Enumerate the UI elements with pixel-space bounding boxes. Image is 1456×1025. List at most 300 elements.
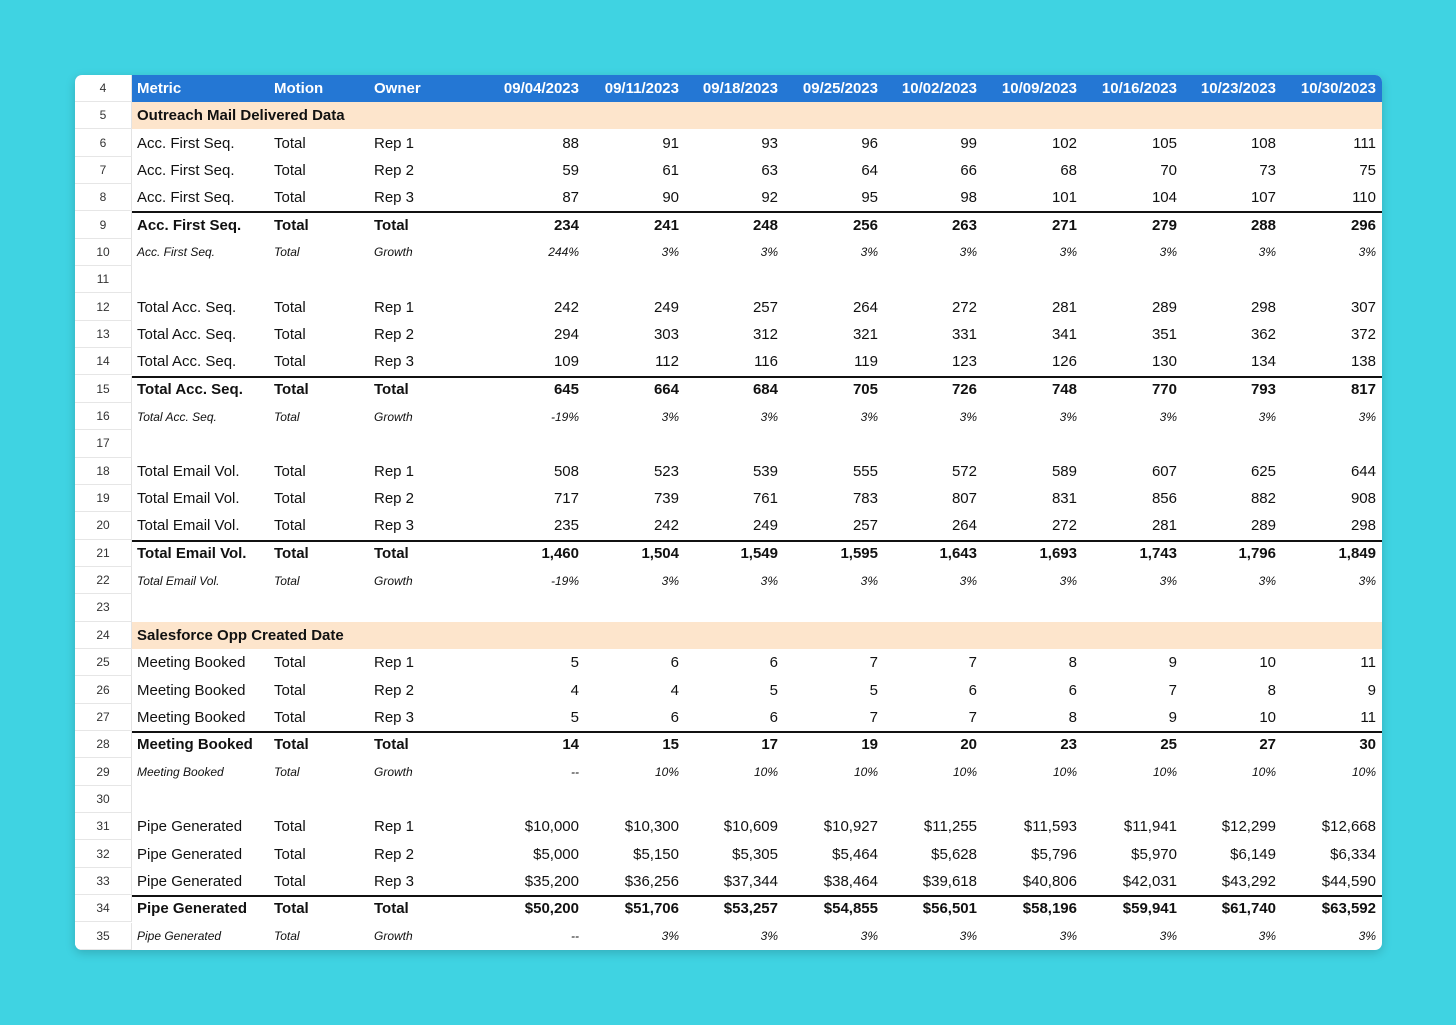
cell-owner[interactable]: Rep 2 [374, 161, 415, 179]
cell-value[interactable]: 138 [1350, 353, 1376, 371]
cell-value[interactable]: 20 [960, 736, 977, 754]
row-number[interactable]: 29 [75, 758, 132, 785]
cell-value[interactable]: $44,590 [1321, 872, 1376, 890]
cell-value[interactable]: 726 [951, 380, 977, 398]
cell-value[interactable]: 3% [661, 929, 679, 944]
cell-owner[interactable]: Total [374, 544, 409, 562]
cell-value[interactable]: 831 [1051, 490, 1077, 508]
cell-motion[interactable]: Total [274, 872, 306, 890]
cell-value[interactable]: 298 [1350, 517, 1376, 535]
cell-value[interactable]: 307 [1350, 298, 1376, 316]
cell-value[interactable]: 6 [670, 654, 679, 672]
cell-value[interactable]: $36,256 [624, 872, 679, 890]
cell-owner[interactable]: Growth [374, 573, 413, 588]
cell-value[interactable]: $56,501 [922, 900, 977, 918]
cell-value[interactable]: 793 [1250, 380, 1276, 398]
cell-value[interactable]: 3% [860, 929, 878, 944]
cell-value[interactable]: $6,334 [1330, 845, 1376, 863]
cell-metric[interactable]: Meeting Booked [137, 708, 246, 726]
cell-value[interactable]: 271 [1051, 216, 1077, 234]
cell-value[interactable]: 10% [1251, 765, 1276, 780]
cell-value[interactable]: 705 [852, 380, 878, 398]
cell-metric[interactable]: Total Acc. Seq. [137, 325, 237, 343]
cell-value[interactable]: 3% [661, 573, 679, 588]
row-number[interactable]: 31 [75, 813, 132, 840]
cell-motion[interactable]: Total [274, 325, 306, 343]
cell-value[interactable]: 7 [1168, 681, 1177, 699]
header-metric[interactable]: Metric [137, 80, 182, 97]
cell-value[interactable]: -19% [550, 409, 579, 424]
row-number[interactable]: 4 [75, 75, 132, 102]
cell-value[interactable]: 298 [1250, 298, 1276, 316]
cell-value[interactable]: 3% [1159, 409, 1177, 424]
cell-value[interactable]: 4 [570, 681, 579, 699]
cell-value[interactable]: 19 [861, 736, 878, 754]
cell-value[interactable]: $10,300 [624, 818, 679, 836]
cell-value[interactable]: 3% [1358, 409, 1376, 424]
row-number[interactable]: 35 [75, 923, 132, 950]
cell-value[interactable]: 10% [1152, 765, 1177, 780]
cell-value[interactable]: 9 [1168, 708, 1177, 726]
cell-owner[interactable]: Growth [374, 245, 413, 260]
cell-value[interactable]: 264 [852, 298, 878, 316]
cell-motion[interactable]: Total [274, 818, 306, 836]
cell-value[interactable]: $58,196 [1022, 900, 1077, 918]
cell-value[interactable]: 249 [752, 517, 778, 535]
cell-value[interactable]: $12,299 [1221, 818, 1276, 836]
cell-value[interactable]: 98 [960, 189, 977, 207]
row-number[interactable]: 7 [75, 157, 132, 184]
cell-value[interactable]: 264 [951, 517, 977, 535]
cell-value[interactable]: 807 [951, 490, 977, 508]
cell-motion[interactable]: Total [274, 216, 309, 234]
cell-owner[interactable]: Rep 1 [374, 654, 415, 672]
row-number[interactable]: 17 [75, 430, 132, 457]
cell-owner[interactable]: Rep 3 [374, 189, 415, 207]
cell-value[interactable]: 102 [1051, 134, 1077, 152]
cell-motion[interactable]: Total [274, 544, 309, 562]
row-number[interactable]: 32 [75, 840, 132, 867]
cell-value[interactable]: 664 [653, 380, 679, 398]
cell-metric[interactable]: Meeting Booked [137, 681, 246, 699]
cell-value[interactable]: 257 [752, 298, 778, 316]
cell-owner[interactable]: Growth [374, 929, 413, 944]
cell-value[interactable]: 11 [1360, 708, 1376, 726]
row-number[interactable]: 27 [75, 704, 132, 731]
cell-owner[interactable]: Rep 1 [374, 134, 415, 152]
cell-metric[interactable]: Acc. First Seq. [137, 245, 216, 260]
cell-owner[interactable]: Rep 1 [374, 818, 415, 836]
cell-motion[interactable]: Total [274, 736, 309, 754]
row-number[interactable]: 8 [75, 184, 132, 211]
cell-value[interactable]: $43,292 [1221, 872, 1276, 890]
cell-value[interactable]: 112 [655, 353, 679, 371]
cell-value[interactable]: 3% [1159, 245, 1177, 260]
cell-value[interactable]: 108 [1250, 134, 1276, 152]
cell-value[interactable]: $59,941 [1122, 900, 1177, 918]
cell-metric[interactable]: Meeting Booked [137, 765, 224, 780]
header-date[interactable]: 09/25/2023 [802, 80, 878, 97]
cell-value[interactable]: 10 [1259, 708, 1276, 726]
cell-value[interactable]: 95 [861, 189, 878, 207]
row-number[interactable]: 9 [75, 211, 132, 238]
cell-motion[interactable]: Total [274, 900, 309, 918]
cell-value[interactable]: 1,743 [1139, 544, 1177, 562]
cell-value[interactable]: 3% [1059, 245, 1077, 260]
cell-value[interactable]: 64 [861, 161, 878, 179]
header-date[interactable]: 09/18/2023 [702, 80, 778, 97]
cell-value[interactable]: 257 [852, 517, 878, 535]
row-number[interactable]: 16 [75, 403, 132, 430]
cell-value[interactable]: 572 [951, 462, 977, 480]
cell-value[interactable]: 91 [662, 134, 679, 152]
cell-value[interactable]: 1,504 [641, 544, 679, 562]
cell-value[interactable]: -19% [550, 573, 579, 588]
cell-value[interactable]: 856 [1151, 490, 1177, 508]
cell-value[interactable]: 59 [562, 161, 579, 179]
cell-value[interactable]: 281 [1151, 517, 1177, 535]
cell-value[interactable]: 4 [670, 681, 679, 699]
cell-value[interactable]: 5 [869, 681, 878, 699]
cell-metric[interactable]: Total Email Vol. [137, 517, 240, 535]
cell-value[interactable]: 248 [752, 216, 778, 234]
header-date[interactable]: 10/16/2023 [1101, 80, 1177, 97]
cell-value[interactable]: 882 [1250, 490, 1276, 508]
cell-value[interactable]: $61,740 [1221, 900, 1276, 918]
cell-owner[interactable]: Total [374, 900, 409, 918]
cell-motion[interactable]: Total [274, 245, 300, 260]
cell-value[interactable]: 10% [952, 765, 977, 780]
cell-value[interactable]: 10% [753, 765, 778, 780]
cell-value[interactable]: 17 [761, 736, 778, 754]
cell-motion[interactable]: Total [274, 409, 300, 424]
cell-motion[interactable]: Total [274, 845, 306, 863]
cell-motion[interactable]: Total [274, 353, 306, 371]
cell-value[interactable]: 104 [1151, 189, 1177, 207]
cell-value[interactable]: -- [571, 765, 579, 780]
cell-value[interactable]: 7 [968, 708, 977, 726]
cell-value[interactable]: 817 [1350, 380, 1376, 398]
cell-metric[interactable]: Meeting Booked [137, 736, 253, 754]
cell-value[interactable]: 70 [1160, 161, 1177, 179]
cell-value[interactable]: 3% [760, 245, 778, 260]
cell-value[interactable]: 589 [1051, 462, 1077, 480]
cell-value[interactable]: 5 [570, 708, 579, 726]
cell-value[interactable]: 241 [653, 216, 679, 234]
header-motion[interactable]: Motion [274, 80, 324, 97]
cell-value[interactable]: 105 [1151, 134, 1177, 152]
cell-value[interactable]: $12,668 [1321, 818, 1376, 836]
cell-value[interactable]: 3% [1258, 245, 1276, 260]
section-title[interactable]: Salesforce Opp Created Date [137, 626, 344, 644]
cell-metric[interactable]: Meeting Booked [137, 654, 246, 672]
cell-motion[interactable]: Total [274, 654, 306, 672]
cell-value[interactable]: 1,693 [1039, 544, 1077, 562]
row-number[interactable]: 33 [75, 868, 132, 895]
cell-value[interactable]: 272 [951, 298, 977, 316]
cell-value[interactable]: $5,150 [633, 845, 679, 863]
cell-value[interactable]: 3% [760, 409, 778, 424]
cell-value[interactable]: $37,344 [723, 872, 778, 890]
cell-value[interactable]: 770 [1151, 380, 1177, 398]
cell-value[interactable]: 107 [1250, 189, 1276, 207]
cell-value[interactable]: 3% [760, 573, 778, 588]
cell-value[interactable]: 249 [653, 298, 679, 316]
cell-value[interactable]: 111 [1353, 134, 1376, 152]
cell-owner[interactable]: Rep 2 [374, 490, 415, 508]
cell-metric[interactable]: Total Acc. Seq. [137, 409, 217, 424]
row-number[interactable]: 11 [75, 266, 132, 293]
row-number[interactable]: 19 [75, 485, 132, 512]
cell-value[interactable]: 3% [1258, 573, 1276, 588]
cell-value[interactable]: 25 [1160, 736, 1177, 754]
cell-metric[interactable]: Total Acc. Seq. [137, 353, 237, 371]
row-number[interactable]: 10 [75, 239, 132, 266]
cell-metric[interactable]: Total Acc. Seq. [137, 380, 243, 398]
cell-value[interactable]: 10 [1259, 654, 1276, 672]
cell-motion[interactable]: Total [274, 298, 306, 316]
cell-value[interactable]: 294 [553, 325, 579, 343]
header-date[interactable]: 10/30/2023 [1300, 80, 1376, 97]
cell-owner[interactable]: Total [374, 380, 409, 398]
cell-value[interactable]: 321 [852, 325, 878, 343]
cell-value[interactable]: 331 [951, 325, 977, 343]
cell-value[interactable]: 783 [852, 490, 878, 508]
cell-value[interactable]: 235 [553, 517, 579, 535]
cell-value[interactable]: 134 [1250, 353, 1276, 371]
cell-owner[interactable]: Total [374, 216, 409, 234]
cell-value[interactable]: 92 [761, 189, 778, 207]
cell-owner[interactable]: Total [374, 736, 409, 754]
cell-value[interactable]: 3% [1059, 409, 1077, 424]
cell-value[interactable]: 99 [960, 134, 977, 152]
row-number[interactable]: 18 [75, 458, 132, 485]
cell-value[interactable]: 27 [1259, 736, 1276, 754]
cell-value[interactable]: 3% [860, 573, 878, 588]
cell-value[interactable]: 7 [869, 708, 878, 726]
cell-owner[interactable]: Rep 3 [374, 872, 415, 890]
cell-value[interactable]: $53,257 [723, 900, 778, 918]
cell-value[interactable]: 6 [670, 708, 679, 726]
cell-value[interactable]: 748 [1051, 380, 1077, 398]
cell-value[interactable]: $5,464 [832, 845, 878, 863]
cell-value[interactable]: 242 [653, 517, 679, 535]
cell-value[interactable]: 644 [1350, 462, 1376, 480]
cell-motion[interactable]: Total [274, 161, 306, 179]
row-number[interactable]: 23 [75, 594, 132, 621]
cell-value[interactable]: 272 [1051, 517, 1077, 535]
header-date[interactable]: 10/23/2023 [1200, 80, 1276, 97]
cell-value[interactable]: 6 [1068, 681, 1077, 699]
cell-metric[interactable]: Total Email Vol. [137, 573, 220, 588]
cell-motion[interactable]: Total [274, 134, 306, 152]
cell-value[interactable]: 351 [1151, 325, 1177, 343]
cell-value[interactable]: 3% [1159, 929, 1177, 944]
cell-value[interactable]: 256 [852, 216, 878, 234]
cell-value[interactable]: 263 [951, 216, 977, 234]
cell-owner[interactable]: Rep 1 [374, 462, 415, 480]
cell-motion[interactable]: Total [274, 189, 306, 207]
cell-metric[interactable]: Pipe Generated [137, 845, 243, 863]
cell-value[interactable]: $5,970 [1131, 845, 1177, 863]
cell-value[interactable]: $11,255 [923, 818, 977, 836]
cell-value[interactable]: $51,706 [624, 900, 679, 918]
cell-value[interactable]: 242 [553, 298, 579, 316]
cell-owner[interactable]: Rep 2 [374, 681, 415, 699]
cell-value[interactable]: 1,549 [740, 544, 778, 562]
cell-value[interactable]: 3% [1358, 929, 1376, 944]
cell-motion[interactable]: Total [274, 573, 300, 588]
cell-value[interactable]: $54,855 [823, 900, 878, 918]
cell-motion[interactable]: Total [274, 681, 306, 699]
cell-value[interactable]: 244% [548, 245, 579, 260]
cell-value[interactable]: 14 [562, 736, 579, 754]
cell-value[interactable]: 10% [853, 765, 878, 780]
cell-metric[interactable]: Total Email Vol. [137, 490, 240, 508]
cell-value[interactable]: 3% [959, 409, 977, 424]
cell-value[interactable]: 87 [562, 189, 579, 207]
cell-owner[interactable]: Rep 2 [374, 325, 415, 343]
cell-value[interactable]: 684 [752, 380, 778, 398]
cell-value[interactable]: 607 [1151, 462, 1177, 480]
cell-value[interactable]: 7 [968, 654, 977, 672]
cell-value[interactable]: 289 [1250, 517, 1276, 535]
cell-owner[interactable]: Rep 2 [374, 845, 415, 863]
cell-value[interactable]: 289 [1151, 298, 1177, 316]
cell-value[interactable]: 63 [761, 161, 778, 179]
cell-value[interactable]: 3% [661, 409, 679, 424]
cell-value[interactable]: $39,618 [922, 872, 977, 890]
cell-value[interactable]: 3% [860, 409, 878, 424]
cell-value[interactable]: 3% [661, 245, 679, 260]
cell-metric[interactable]: Acc. First Seq. [137, 189, 235, 207]
cell-value[interactable]: 66 [960, 161, 977, 179]
cell-value[interactable]: 8 [1267, 681, 1276, 699]
row-number[interactable]: 14 [75, 348, 132, 375]
row-number[interactable]: 12 [75, 293, 132, 320]
row-number[interactable]: 5 [75, 102, 132, 129]
cell-value[interactable]: 312 [752, 325, 778, 343]
cell-value[interactable]: 625 [1250, 462, 1276, 480]
cell-value[interactable]: 7 [869, 654, 878, 672]
row-number[interactable]: 34 [75, 895, 132, 922]
cell-owner[interactable]: Rep 3 [374, 708, 415, 726]
cell-value[interactable]: 1,849 [1338, 544, 1376, 562]
cell-value[interactable]: 303 [653, 325, 679, 343]
cell-value[interactable]: 372 [1350, 325, 1376, 343]
cell-value[interactable]: 645 [553, 380, 579, 398]
cell-value[interactable]: $38,464 [823, 872, 878, 890]
cell-value[interactable]: 10% [654, 765, 679, 780]
cell-value[interactable]: 126 [1051, 353, 1077, 371]
cell-value[interactable]: 296 [1350, 216, 1376, 234]
cell-value[interactable]: 75 [1359, 161, 1376, 179]
cell-metric[interactable]: Pipe Generated [137, 929, 222, 944]
cell-value[interactable]: 739 [653, 490, 679, 508]
cell-value[interactable]: 908 [1350, 490, 1376, 508]
cell-value[interactable]: 116 [754, 353, 778, 371]
cell-value[interactable]: $42,031 [1122, 872, 1177, 890]
cell-value[interactable]: 123 [951, 353, 977, 371]
row-number[interactable]: 13 [75, 321, 132, 348]
cell-value[interactable]: 9 [1367, 681, 1376, 699]
cell-value[interactable]: $10,609 [723, 818, 778, 836]
cell-value[interactable]: 15 [662, 736, 679, 754]
cell-value[interactable]: 1,643 [939, 544, 977, 562]
cell-value[interactable]: 1,595 [840, 544, 878, 562]
cell-value[interactable]: 523 [653, 462, 679, 480]
cell-metric[interactable]: Pipe Generated [137, 818, 243, 836]
cell-motion[interactable]: Total [274, 517, 306, 535]
cell-value[interactable]: 3% [1059, 573, 1077, 588]
row-number[interactable]: 26 [75, 676, 132, 703]
cell-value[interactable]: $5,628 [931, 845, 977, 863]
header-date[interactable]: 09/04/2023 [503, 80, 579, 97]
cell-value[interactable]: 539 [752, 462, 778, 480]
cell-value[interactable]: 717 [553, 490, 579, 508]
header-date[interactable]: 10/02/2023 [901, 80, 977, 97]
header-date[interactable]: 10/09/2023 [1001, 80, 1077, 97]
cell-motion[interactable]: Total [274, 765, 300, 780]
cell-value[interactable]: 3% [860, 245, 878, 260]
cell-value[interactable]: $6,149 [1230, 845, 1276, 863]
cell-value[interactable]: 3% [959, 929, 977, 944]
cell-value[interactable]: 279 [1151, 216, 1177, 234]
cell-value[interactable]: 6 [968, 681, 977, 699]
cell-value[interactable]: 1,796 [1238, 544, 1276, 562]
cell-value[interactable]: 68 [1060, 161, 1077, 179]
row-number[interactable]: 20 [75, 512, 132, 539]
row-number[interactable]: 21 [75, 540, 132, 567]
row-number[interactable]: 22 [75, 567, 132, 594]
cell-value[interactable]: 281 [1051, 298, 1077, 316]
cell-value[interactable]: 3% [959, 245, 977, 260]
row-number[interactable]: 28 [75, 731, 132, 758]
cell-value[interactable]: 341 [1051, 325, 1077, 343]
cell-value[interactable]: 101 [1051, 189, 1077, 207]
row-number[interactable]: 6 [75, 129, 132, 156]
cell-owner[interactable]: Growth [374, 765, 413, 780]
cell-value[interactable]: 119 [854, 353, 878, 371]
cell-value[interactable]: 109 [553, 353, 579, 371]
cell-value[interactable]: $10,000 [524, 818, 579, 836]
cell-owner[interactable]: Rep 3 [374, 517, 415, 535]
cell-value[interactable]: $5,000 [533, 845, 579, 863]
cell-value[interactable]: $5,305 [732, 845, 778, 863]
cell-value[interactable]: 90 [662, 189, 679, 207]
cell-value[interactable]: -- [571, 929, 579, 944]
cell-value[interactable]: 508 [553, 462, 579, 480]
cell-value[interactable]: $40,806 [1022, 872, 1077, 890]
cell-value[interactable]: 3% [760, 929, 778, 944]
cell-value[interactable]: 61 [662, 161, 679, 179]
cell-value[interactable]: 10% [1052, 765, 1077, 780]
cell-value[interactable]: 130 [1151, 353, 1177, 371]
cell-metric[interactable]: Acc. First Seq. [137, 216, 242, 234]
cell-value[interactable]: $50,200 [524, 900, 579, 918]
cell-metric[interactable]: Pipe Generated [137, 872, 243, 890]
cell-value[interactable]: 761 [752, 490, 778, 508]
cell-value[interactable]: 3% [1258, 409, 1276, 424]
cell-value[interactable]: 5 [769, 681, 778, 699]
cell-value[interactable]: 3% [1258, 929, 1276, 944]
row-number[interactable]: 30 [75, 786, 132, 813]
cell-metric[interactable]: Pipe Generated [137, 900, 248, 918]
cell-value[interactable]: 23 [1060, 736, 1077, 754]
cell-metric[interactable]: Total Email Vol. [137, 462, 240, 480]
cell-value[interactable]: 555 [852, 462, 878, 480]
cell-value[interactable]: 10% [1351, 765, 1376, 780]
